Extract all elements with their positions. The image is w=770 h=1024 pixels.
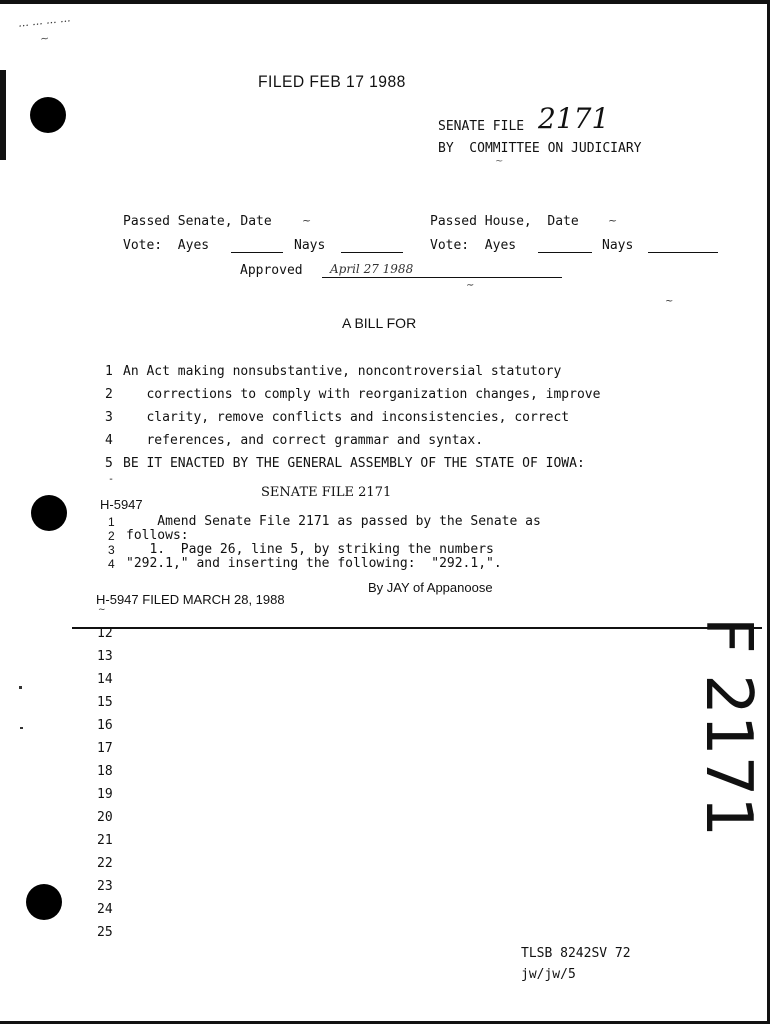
senate-file-label: SENATE FILE xyxy=(438,119,525,134)
filed-stamp: FILED FEB 17 1988 xyxy=(258,72,406,91)
amendment-line-text: follows: xyxy=(126,528,189,543)
amendment-filed: H-5947 FILED MARCH 28, 1988 xyxy=(96,592,285,607)
amendment-id: H-5947 xyxy=(100,497,143,512)
bill-line-number: 2 xyxy=(105,387,113,402)
amendment-line-number: 4 xyxy=(108,557,115,571)
passed-house-date-handwritten: ~ xyxy=(608,214,618,227)
line-number: 17 xyxy=(97,741,113,756)
side-file-number: F 2171 xyxy=(691,616,766,838)
amendment-line-number: 3 xyxy=(108,543,115,557)
bill-line-text: BE IT ENACTED BY THE GENERAL ASSEMBLY OF THE STATE OF IOWA: xyxy=(123,456,585,471)
approved-field xyxy=(322,277,562,278)
passed-senate-date-handwritten: ~ xyxy=(302,214,312,227)
footer-initials: jw/jw/5 xyxy=(521,967,576,982)
line-number: 16 xyxy=(97,718,113,733)
senate-file-number: 2171 xyxy=(538,102,610,135)
amendment-sponsor: By JAY of Appanoose xyxy=(368,580,493,595)
bill-line-text: clarity, remove conflicts and inconsistencies, correct xyxy=(123,410,570,425)
line-number: 13 xyxy=(97,649,113,664)
amendment-heading: SENATE FILE 2171 xyxy=(261,485,392,500)
line-number: 24 xyxy=(97,902,113,917)
line-number: 19 xyxy=(97,787,113,802)
amendment-line-text: 1. Page 26, line 5, by striking the numbers xyxy=(126,542,494,557)
line-separator-dash: - xyxy=(108,474,115,485)
house-vote-ayes-label: Vote: Ayes xyxy=(430,238,517,253)
house-ayes-field xyxy=(538,252,592,253)
bill-line-number: 5 xyxy=(105,456,113,471)
bill-heading: A BILL FOR xyxy=(342,315,417,331)
amendment-line-number: 1 xyxy=(108,515,115,529)
bill-line-text: An Act making nonsubstantive, noncontroversial statutory xyxy=(123,364,562,379)
bill-line-number: 3 xyxy=(105,410,113,425)
senate-nays-field xyxy=(341,252,403,253)
amendment-rule xyxy=(72,627,762,629)
line-number: 20 xyxy=(97,810,113,825)
approved-date-handwritten: April 27 1988 xyxy=(330,262,414,276)
house-vote-nays-label: Nays xyxy=(602,238,634,253)
scan-speck xyxy=(19,686,22,689)
amendment-line-text: Amend Senate File 2171 as passed by the Senate as xyxy=(126,514,541,529)
scan-edge-left xyxy=(0,70,6,160)
scan-speck-2 xyxy=(20,727,23,729)
by-committee-line: BY COMMITTEE ON JUDICIARY xyxy=(438,141,642,156)
bill-line-number: 4 xyxy=(105,433,113,448)
bill-line-text: corrections to comply with reorganization changes, improve xyxy=(123,387,601,402)
punch-hole-bottom xyxy=(26,884,62,920)
senate-vote-nays-label: Nays xyxy=(294,238,326,253)
bill-line-text: references, and correct grammar and syntax. xyxy=(123,433,484,448)
amendment-line-text: "292.1," and inserting the following: "292.1,". xyxy=(126,556,502,571)
handwritten-adoption-note: ~ xyxy=(98,605,106,615)
house-nays-field xyxy=(648,252,718,253)
punch-hole-top xyxy=(30,97,66,133)
approved-label: Approved xyxy=(240,263,303,278)
line-number: 15 xyxy=(97,695,113,710)
handwritten-note-top-2: ~ xyxy=(39,31,50,46)
line-number: 12 xyxy=(97,626,113,641)
line-number: 14 xyxy=(97,672,113,687)
line-number: 25 xyxy=(97,925,113,940)
handwritten-note-top: ... ... ... ... xyxy=(17,11,71,30)
line-number: 22 xyxy=(97,856,113,871)
footer-code: TLSB 8242SV 72 xyxy=(521,946,631,961)
handwritten-house-note: ~ xyxy=(465,279,475,292)
line-number: 21 xyxy=(97,833,113,848)
passed-senate-label: Passed Senate, Date xyxy=(123,214,272,229)
handwritten-committee-note: ~ xyxy=(495,156,504,167)
handwritten-vote-note: ~ xyxy=(665,296,674,307)
amendment-line-number: 2 xyxy=(108,529,115,543)
line-number: 23 xyxy=(97,879,113,894)
punch-hole-middle xyxy=(31,495,67,531)
scan-border-top xyxy=(0,0,770,4)
passed-house-label: Passed House, Date xyxy=(430,214,579,229)
senate-ayes-field xyxy=(231,252,283,253)
line-number: 18 xyxy=(97,764,113,779)
bill-line-number: 1 xyxy=(105,364,113,379)
senate-vote-ayes-label: Vote: Ayes xyxy=(123,238,210,253)
